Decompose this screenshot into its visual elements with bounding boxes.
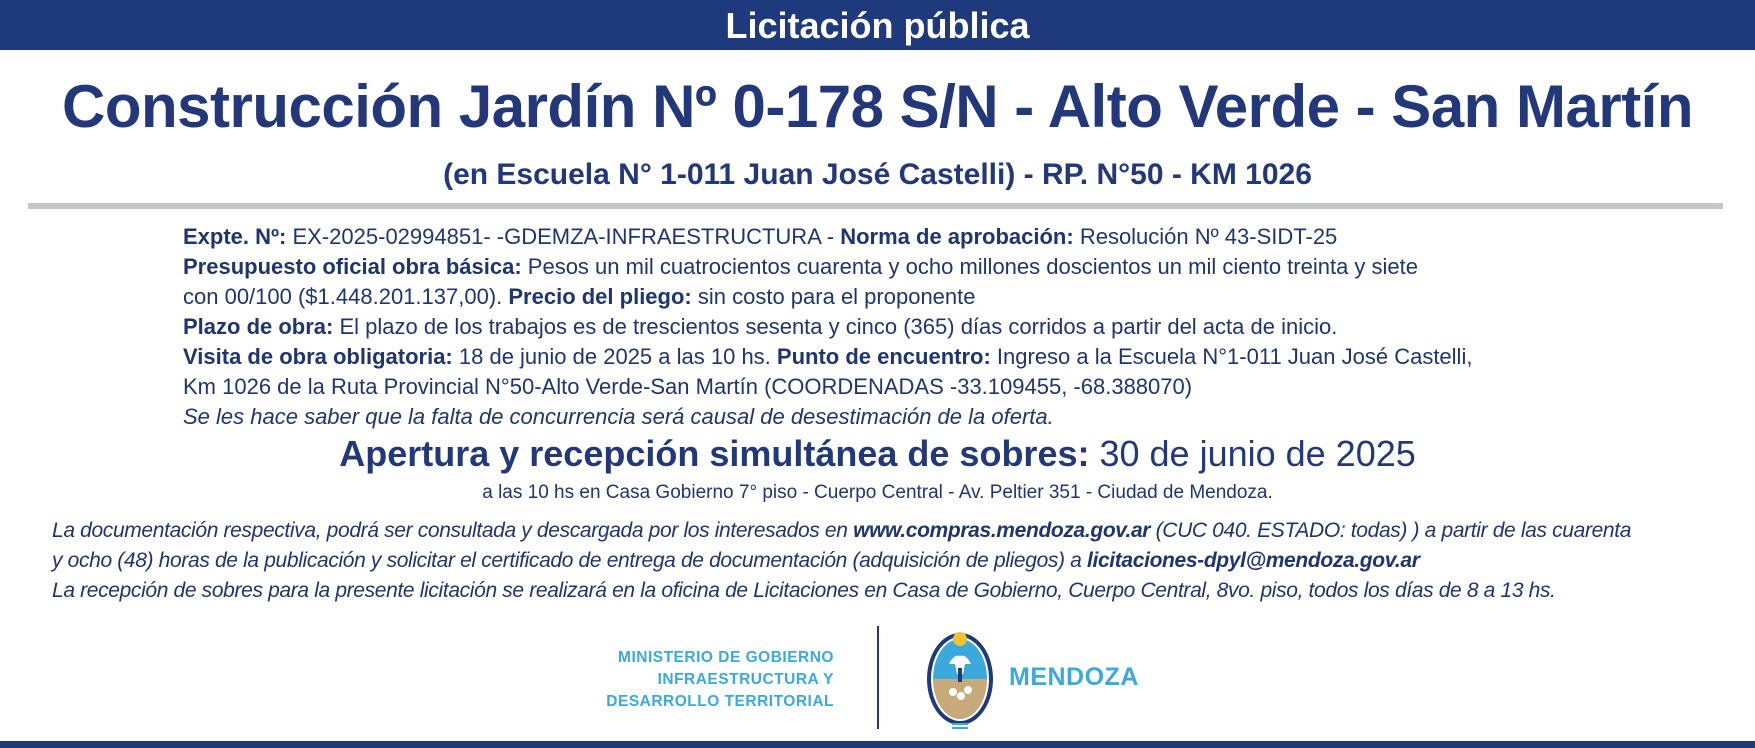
norma-label: Norma de aprobación: — [840, 224, 1074, 249]
presupuesto-line-2 — [183, 282, 1603, 312]
banner-text: Licitación pública — [725, 5, 1030, 46]
opening-label: Apertura y recepción simultánea de sobres: — [339, 433, 1090, 474]
email-link[interactable]: licitaciones-dpyl@mendoza.gov.ar — [1087, 549, 1420, 572]
docs-line-1 — [52, 516, 1732, 546]
docs-line-3: La recepción de sobres para la presente licitación se realizará en la oficina de Licitaciones en Casa de Gobierno, Cuerpo Central, 8vo. piso, todos los días de 8 a 13 hs. — [52, 579, 1556, 602]
presupuesto-value-2: con 00/100 ($1.448.201.137,00). — [183, 284, 509, 309]
encuentro-label: Punto de encuentro: — [776, 344, 991, 369]
plazo-line — [183, 312, 1603, 342]
footer-divider — [877, 626, 879, 729]
docs-text: La documentación respectiva, podrá ser consultada y descargada por los interesados en — [52, 519, 854, 542]
presupuesto-value: Pesos un mil cuatrocientos cuarenta y ocho millones doscientos un mil ciento treinta y siete — [521, 254, 1419, 279]
footer-bar — [0, 741, 1755, 748]
ministry-line: INFRAESTRUCTURA Y — [657, 671, 834, 688]
divider — [28, 203, 1723, 209]
brand-name: MENDOZA — [1009, 663, 1139, 691]
presupuesto-line — [183, 252, 1603, 282]
documentation-info — [52, 516, 1732, 606]
mendoza-coat-of-arms-icon — [923, 624, 997, 732]
expte-label: Expte. Nº: — [183, 224, 287, 249]
precio-value: sin costo para el proponente — [691, 284, 976, 309]
opening-date: 30 de junio de 2025 — [1089, 433, 1416, 474]
visita-label: Visita de obra obligatoria: — [183, 344, 453, 369]
page-subtitle: (en Escuela N° 1-011 Juan José Castelli) - RP. N°50 - KM 1026 — [443, 158, 1312, 191]
presupuesto-label: Presupuesto oficial obra básica: — [183, 254, 522, 279]
plazo-label: Plazo de obra: — [183, 314, 334, 339]
expte-value: EX-2025-02994851- -GDEMZA-INFRAESTRUCTURA - — [286, 224, 841, 249]
encuentro-line-2 — [183, 372, 1603, 402]
attendance-warning: Se les hace saber que la falta de concurrencia será causal de desestimación de la oferta. — [183, 404, 1054, 429]
opening-heading — [0, 433, 1755, 475]
norma-value: Resolución Nº 43-SIDT-25 — [1073, 224, 1338, 249]
docs-text: (CUC 040. ESTADO: todas) ) a partir de las cuarenta — [1150, 519, 1632, 542]
header-banner — [0, 0, 1755, 50]
encuentro-value-2: Km 1026 de la Ruta Provincial N°50-Alto Verde-San Martín (COORDENADAS -33.109455, -68.388070) — [183, 374, 1193, 399]
page-title: Construcción Jardín Nº 0-178 S/N - Alto Verde - San Martín — [61, 73, 1694, 140]
opening-location: a las 10 hs en Casa Gobierno 7° piso - Cuerpo Central - Av. Peltier 351 - Ciudad de Mendoza. — [482, 482, 1273, 503]
visita-value: 18 de junio de 2025 a las 10 hs. — [452, 344, 777, 369]
visita-line — [183, 342, 1603, 372]
tender-details — [183, 222, 1603, 432]
plazo-value: El plazo de los trabajos es de trescientos sesenta y cinco (365) días corridos a partir del acta de inicio. — [333, 314, 1338, 339]
precio-label: Precio del pliego: — [508, 284, 692, 309]
docs-text: y ocho (48) horas de la publicación y solicitar el certificado de entrega de documentación (adquisición de pliegos) a — [52, 549, 1087, 572]
ministry-name — [606, 647, 834, 713]
encuentro-value: Ingreso a la Escuela N°1-011 Juan José Castelli, — [990, 344, 1473, 369]
ministry-line: DESARROLLO TERRITORIAL — [606, 693, 834, 710]
expte-line — [183, 222, 1603, 252]
website-link[interactable]: www.compras.mendoza.gov.ar — [853, 519, 1151, 542]
ministry-line: MINISTERIO DE GOBIERNO — [618, 649, 834, 666]
docs-line-2 — [52, 546, 1732, 576]
